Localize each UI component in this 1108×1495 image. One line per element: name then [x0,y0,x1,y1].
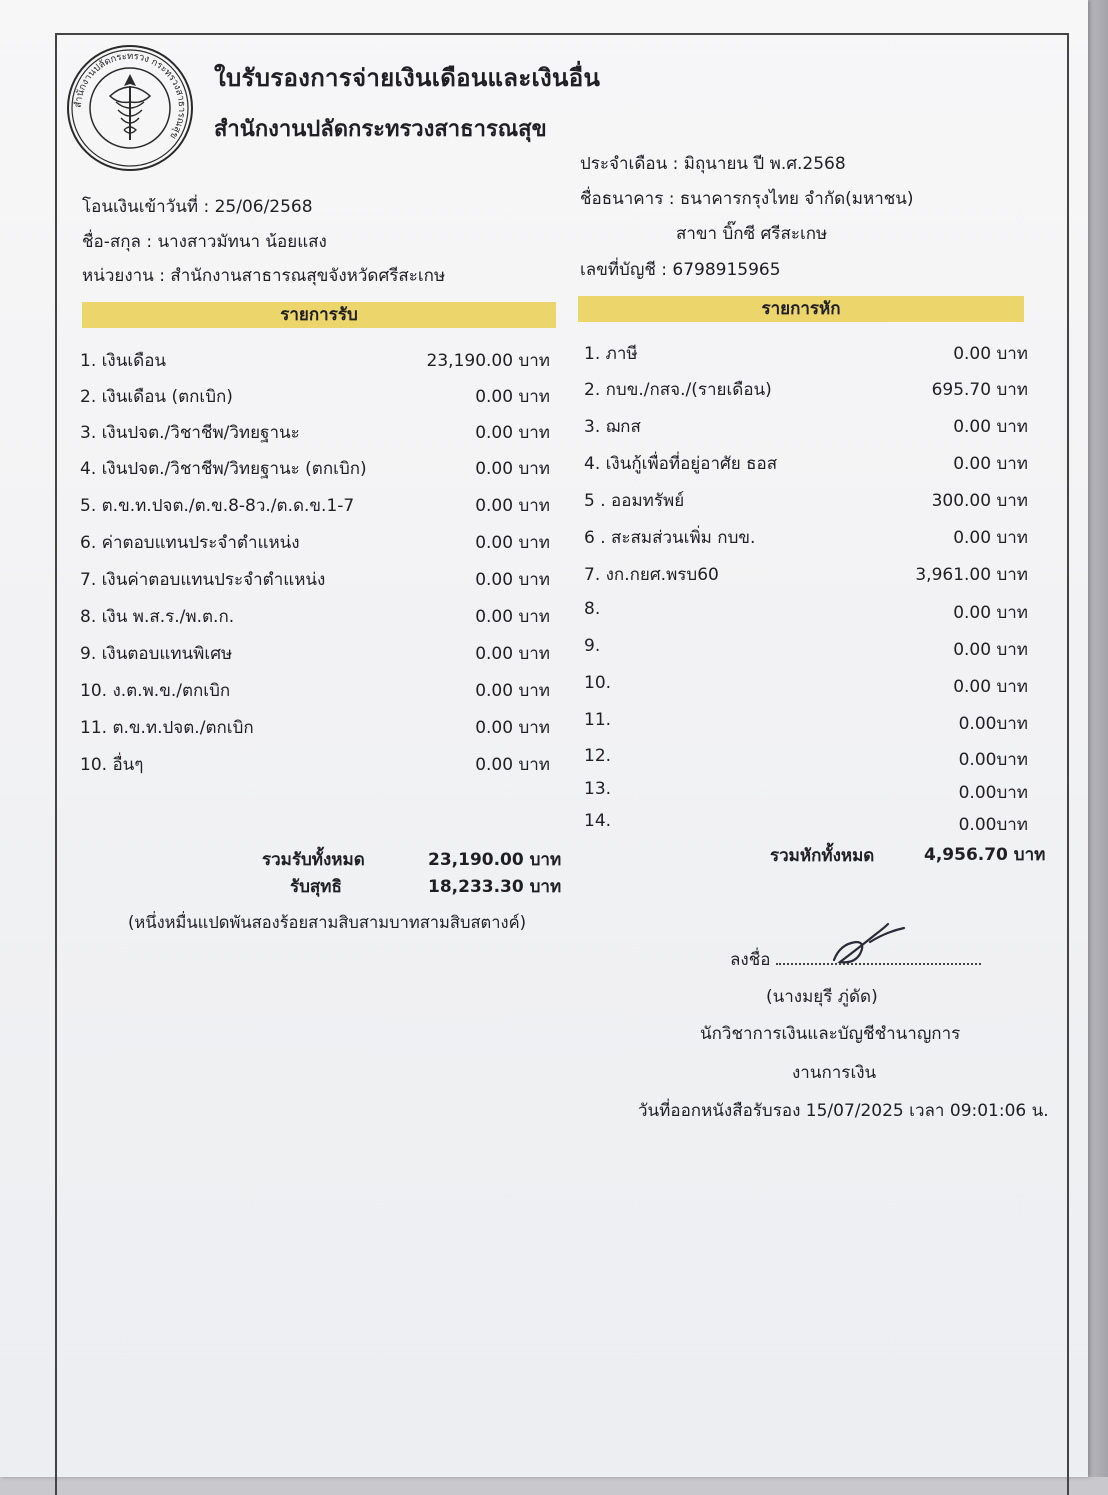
income-list [80,347,550,787]
deduction-list [584,340,1028,840]
deduction-total-label: รวมหักทั้งหมด [770,846,875,866]
deduction-item: 5 . ออมทรัพย์ 300.00 บาท [584,491,1028,511]
deduction-item: 3. ฌกส 0.00 บาท [584,417,1028,437]
deduction-item: 4. เงินกู้เพื่อที่อยู่อาศัย ธอส 0.00 บาท [584,454,1028,474]
transfer-date: โอนเงินเข้าวันที่ : 25/06/2568 [82,197,313,217]
deduction-item: 2. กบข./กสจ./(รายเดือน) 695.70 บาท [584,380,1028,400]
deduction-header: รายการหัก [578,296,1024,322]
ministry-seal-logo [66,44,194,172]
deduction-item: 12. 0.00บาท [584,746,1028,770]
income-total-value: 23,190.00 บาท [428,850,562,870]
net-pay-value: 18,233.30 บาท [428,877,562,897]
bank-branch: สาขา บิ๊กซี ศรีสะเกษ [676,224,828,244]
deduction-item: 7. งก.กยศ.พรบ60 3,961.00 บาท [584,565,1028,585]
income-total-label: รวมรับทั้งหมด [262,850,365,870]
account-number: เลขที่บัญชี : 6798915965 [580,260,781,280]
net-pay-words: (หนึ่งหมื่นแปดพันสองร้อยสามสิบสามบาทสามสิบสตางค์) [128,913,527,932]
deduction-item: 13. 0.00บาท [584,779,1028,803]
signer-name: (นางมยุรี ภู่ดัด) [766,987,878,1007]
deduction-item: 1. ภาษี 0.00 บาท [584,344,1028,364]
deduction-item: 11. 0.00บาท [584,710,1028,734]
income-item: 11. ต.ข.ท.ปจต./ตกเบิก 0.00 บาท [80,718,550,738]
deduction-item: 10. 0.00 บาท [584,673,1028,697]
deduction-item: 8. 0.00 บาท [584,599,1028,623]
deduction-total-value: 4,956.70 บาท [924,845,1046,865]
income-item: 2. เงินเดือน (ตกเบิก) 0.00 บาท [80,387,550,407]
pay-month: ประจำเดือน : มิถุนายน ปี พ.ศ.2568 [580,154,846,174]
document-subtitle: สำนักงานปลัดกระทรวงสาธารณสุข [214,117,547,142]
income-item: 10. อื่นๆ 0.00 บาท [80,755,550,775]
net-pay-label: รับสุทธิ [290,877,342,897]
sign-label: ลงชื่อ [730,950,771,970]
signer-position: นักวิชาการเงินและบัญชีชำนาญการ [700,1024,961,1044]
bank-name: ชื่อธนาคาร : ธนาคารกรุงไทย จำกัด(มหาชน) [580,189,914,209]
income-item: 9. เงินตอบแทนพิเศษ 0.00 บาท [80,644,550,664]
income-item: 8. เงิน พ.ส.ร./พ.ต.ก. 0.00 บาท [80,607,550,627]
income-header: รายการรับ [82,302,556,328]
document-title: ใบรับรองการจ่ายเงินเดือนและเงินอื่น [214,64,601,92]
employee-name: ชื่อ-สกุล : นางสาวมัทนา น้อยแสง [82,232,327,252]
income-item: 7. เงินค่าตอบแทนประจำตำแหน่ง 0.00 บาท [80,570,550,590]
income-item: 10. ง.ต.พ.ข./ตกเบิก 0.00 บาท [80,681,550,701]
income-item: 4. เงินปจต./วิชาชีพ/วิทยฐานะ (ตกเบิก) 0.00 บาท [80,459,550,479]
background-edge [1086,0,1108,1477]
income-item: 6. ค่าตอบแทนประจำตำแหน่ง 0.00 บาท [80,533,550,553]
income-item: 1. เงินเดือน 23,190.00 บาท [80,351,550,371]
deduction-item: 6 . สะสมส่วนเพิ่ม กบข. 0.00 บาท [584,528,1028,548]
signer-department: งานการเงิน [792,1063,877,1083]
deduction-item: 14. 0.00บาท [584,811,1028,835]
issue-datetime: วันที่ออกหนังสือรับรอง 15/07/2025 เวลา 09:01:06 น. [638,1101,1049,1121]
work-unit: หน่วยงาน : สำนักงานสาธารณสุขจังหวัดศรีสะเกษ [82,266,446,286]
handwritten-signature [826,920,908,966]
income-item: 3. เงินปจต./วิชาชีพ/วิทยฐานะ 0.00 บาท [80,423,550,443]
svg-text:สำนักงานปลัดกระทรวง กระทรวงสาธ: สำนักงานปลัดกระทรวง กระทรวงสาธารณสุข [72,50,188,141]
deduction-item: 9. 0.00 บาท [584,636,1028,660]
income-item: 5. ต.ข.ท.ปจต./ต.ข.8-8ว./ต.ด.ข.1-7 0.00 บาท [80,496,550,516]
